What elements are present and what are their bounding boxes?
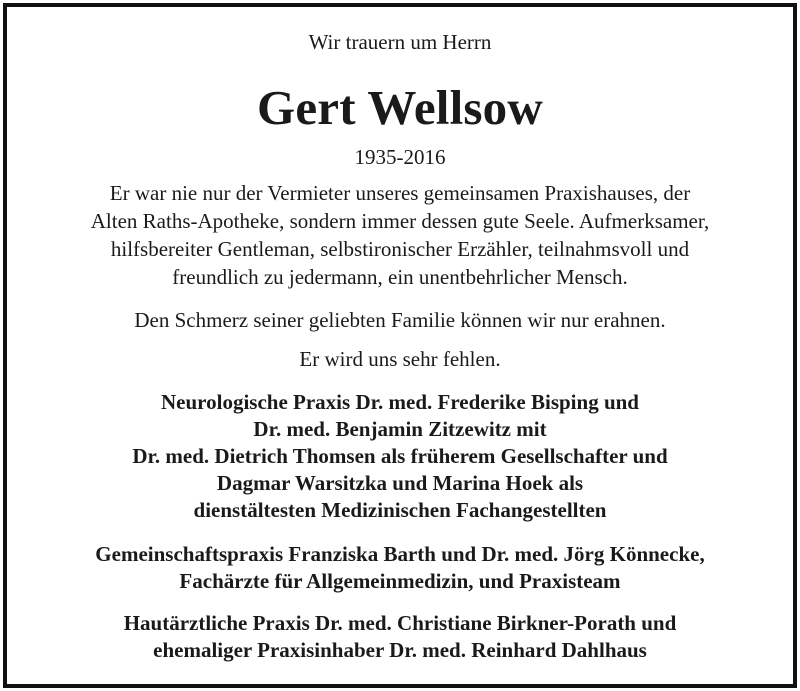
- signatory-line: Dagmar Warsitzka und Marina Hoek als: [216, 471, 584, 495]
- signatory-line: ehemaliger Praxisinhaber Dr. med. Reinhard Dahlhaus: [153, 638, 647, 662]
- tribute-line: freundlich zu jedermann, ein unentbehrlicher Mensch.: [172, 265, 628, 289]
- signatory-line: dienstältesten Medizinischen Fachangestellten: [193, 498, 607, 522]
- signatory-line: Dr. med. Dietrich Thomsen als früherem Gesellschafter und: [132, 444, 668, 468]
- family-condolence-line: Den Schmerz seiner geliebten Familie können wir nur erahnen.: [134, 308, 666, 332]
- life-years: 1935-2016: [354, 145, 446, 169]
- intro-line: Wir trauern um Herrn: [308, 30, 492, 54]
- signatory-line: Neurologische Praxis Dr. med. Frederike Bisping und: [161, 390, 639, 414]
- signatory-line: Hautärztliche Praxis Dr. med. Christiane Birkner-Porath und: [123, 611, 677, 635]
- signatory-line: Fachärzte für Allgemeinmedizin, und Praxisteam: [179, 569, 621, 593]
- tribute-line: Er war nie nur der Vermieter unseres gemeinsamen Praxishauses, der: [109, 181, 691, 205]
- tribute-line: Alten Raths-Apotheke, sondern immer dessen gute Seele. Aufmerksamer,: [90, 209, 710, 233]
- obituary-notice: [3, 3, 797, 688]
- deceased-name: Gert Wellsow: [257, 80, 543, 135]
- signatory-line: Gemeinschaftspraxis Franziska Barth und Dr. med. Jörg Könnecke,: [95, 542, 705, 566]
- signatory-line: Dr. med. Benjamin Zitzewitz mit: [253, 417, 547, 441]
- missed-line: Er wird uns sehr fehlen.: [299, 347, 501, 371]
- tribute-line: hilfsbereiter Gentleman, selbstironischer Erzähler, teilnahmsvoll und: [110, 237, 690, 261]
